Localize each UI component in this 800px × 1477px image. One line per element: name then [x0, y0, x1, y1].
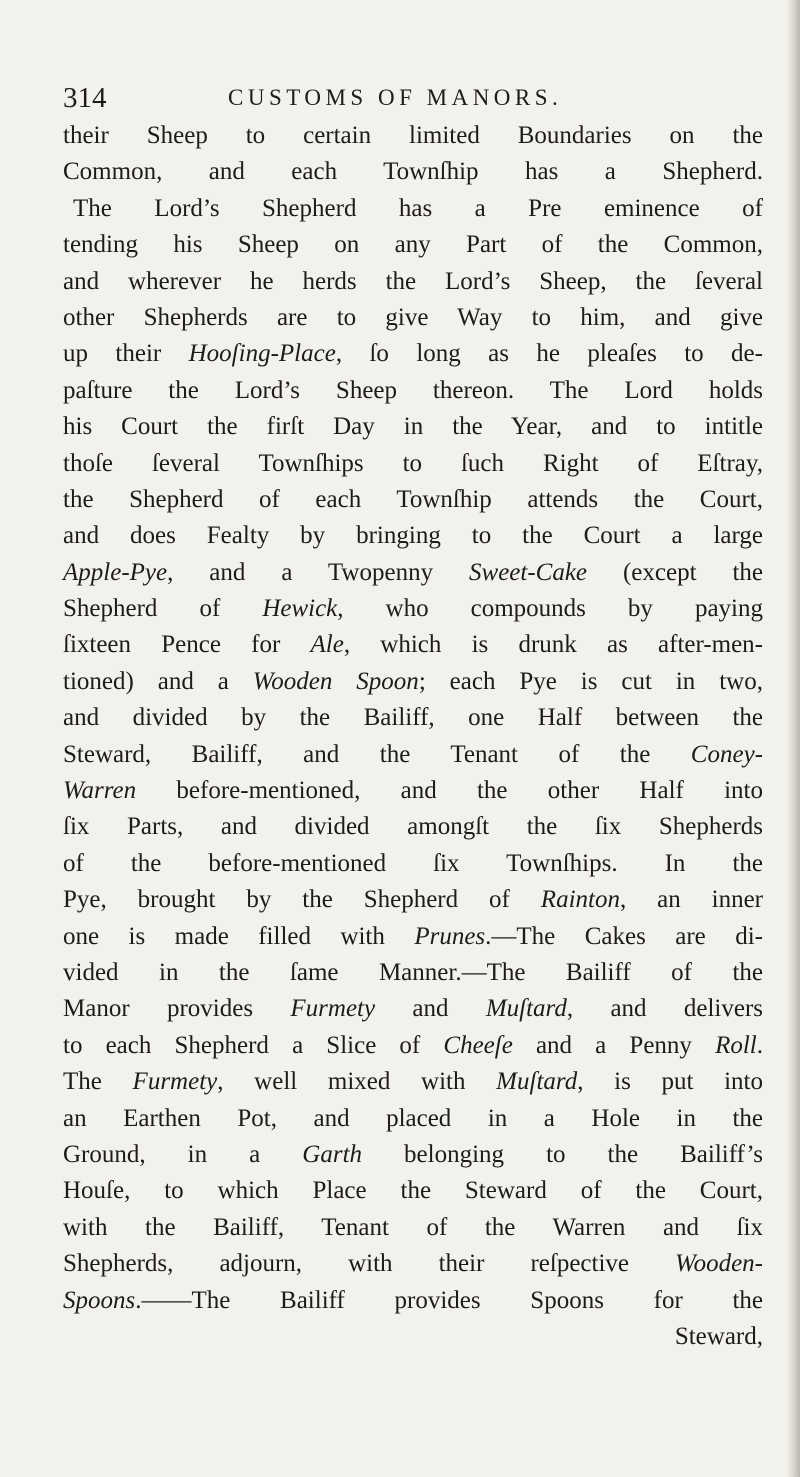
text-line	[63, 409, 763, 445]
text-run: .—The Cakes are di-	[485, 922, 763, 950]
text-run: , an inner	[619, 886, 764, 914]
text-line	[63, 773, 763, 809]
page-edge-shadow	[786, 0, 800, 1477]
running-head: CUSTOMS OF MANORS.	[228, 85, 563, 110]
text-line	[63, 227, 763, 263]
text-run: with the Bailiff, Tenant of the Warren and ſix	[63, 1213, 763, 1241]
text-line	[63, 1101, 763, 1137]
text-line	[63, 1137, 763, 1173]
text-run: , who compounds by paying	[337, 595, 764, 623]
text-run: tending his Sheep on any Part of the Common,	[63, 231, 763, 259]
text-run: , and delivers	[566, 995, 763, 1023]
text-line	[63, 1210, 763, 1246]
text-run: an Earthen Pot, and placed in a Hole in the	[63, 1104, 763, 1132]
italic-text: Muſtard	[485, 995, 567, 1023]
text-run: the Shepherd of each Townſhip attends the Court,	[63, 485, 763, 513]
text-line	[63, 555, 763, 591]
text-run: Shepherd of	[63, 595, 263, 623]
text-run: Pye, brought by the Shepherd of	[63, 886, 541, 914]
text-line	[63, 627, 763, 663]
italic-text: Cheeſe	[443, 1031, 513, 1059]
text-run: Steward, Bailiff, and the Tenant of the	[63, 740, 691, 768]
italic-text: Roll	[715, 1031, 757, 1059]
italic-text: Wooden Spoon	[252, 667, 419, 695]
italic-text: Ale	[310, 631, 344, 659]
text-run: tioned) and a	[63, 667, 253, 695]
text-run: , and a Twopenny	[167, 558, 470, 586]
text-line	[63, 518, 763, 554]
text-line	[63, 591, 763, 627]
text-line	[63, 737, 763, 773]
text-line	[63, 482, 763, 518]
text-line	[63, 846, 763, 882]
text-line	[63, 300, 763, 336]
italic-text: Spoons	[63, 1286, 136, 1314]
italic-text: Furmety	[290, 995, 376, 1023]
italic-text: Muſtard	[496, 1068, 578, 1096]
italic-text: Garth	[302, 1140, 363, 1168]
text-line	[63, 919, 763, 955]
text-run: and divided by the Bailiff, one Half between the	[63, 704, 763, 732]
italic-text: Prunes	[414, 922, 486, 950]
text-line	[63, 373, 763, 409]
text-run: ſix Parts, and divided amongſt the ſix Shepherds	[63, 813, 763, 841]
text-run: one is made filled with	[63, 922, 415, 950]
text-line	[63, 1246, 763, 1282]
italic-text: Rainton	[540, 886, 620, 914]
page-number: 314	[63, 82, 107, 114]
italic-text: Hooſing-Place	[188, 340, 336, 368]
text-run: Steward,	[674, 1322, 763, 1350]
italic-text: Wooden-	[675, 1250, 763, 1278]
text-run: The Lord’s Shepherd has a Pre eminence of	[73, 194, 763, 222]
text-run: Shepherds, adjourn, with their reſpective	[63, 1250, 676, 1278]
text-run: and a Penny	[512, 1031, 716, 1059]
italic-text: Sweet-Cake	[469, 558, 588, 586]
body-text	[63, 118, 763, 1355]
text-run: .——The Bailiff provides Spoons for the	[135, 1286, 763, 1314]
text-run: , which is drunk as after-men-	[343, 631, 764, 659]
text-run: vided in the ſame Manner.—The Bailiff of the	[63, 958, 763, 986]
text-line	[63, 118, 763, 154]
text-line	[63, 191, 763, 227]
text-run: ſixteen Pence for	[63, 631, 311, 659]
text-line	[63, 809, 763, 845]
text-run: and wherever he herds the Lord’s Sheep, the ſeveral	[63, 267, 763, 295]
text-run: Common, and each Townſhip has a Shepherd.	[63, 158, 763, 186]
text-run: Houſe, to which Place the Steward of the Court,	[63, 1177, 763, 1205]
text-line	[63, 446, 763, 482]
text-run: paſture the Lord’s Sheep thereon. The Lord holds	[63, 376, 763, 404]
text-line	[63, 664, 763, 700]
text-run: to each Shepherd a Slice of	[63, 1031, 444, 1059]
text-run: (except the	[587, 558, 763, 586]
text-run: thoſe ſeveral Townſhips to ſuch Right of Eſtray,	[63, 449, 763, 477]
text-run: their Sheep to certain limited Boundaries on the	[63, 122, 763, 149]
text-run: before-mentioned, and the other Half into	[136, 777, 763, 805]
text-line	[63, 991, 763, 1027]
text-run: ; each Pye is cut in two,	[418, 667, 763, 695]
italic-text: Apple-Pye	[63, 558, 168, 586]
text-run: Ground, in a	[63, 1140, 303, 1168]
text-run: .	[756, 1031, 763, 1059]
text-run: his Court the firſt Day in the Year, and to intitle	[63, 413, 763, 441]
text-run: , ſo long as he pleaſes to de-	[335, 340, 763, 368]
text-line	[63, 1028, 763, 1064]
text-line	[63, 955, 763, 991]
text-run: The	[63, 1068, 133, 1096]
text-line	[63, 264, 763, 300]
text-run: of the before-mentioned ſix Townſhips. In the	[63, 849, 763, 877]
text-run: , well mixed with	[217, 1068, 497, 1096]
italic-text: Hewick	[262, 595, 338, 623]
text-line	[63, 1173, 763, 1209]
text-line	[63, 700, 763, 736]
italic-text: Furmety	[132, 1068, 218, 1096]
text-run: and does Fealty by bringing to the Court a large	[63, 522, 763, 550]
italic-text: Warren	[63, 777, 137, 805]
text-run: up their	[63, 340, 189, 368]
text-run: other Shepherds are to give Way to him, and give	[63, 303, 763, 331]
text-line	[63, 336, 763, 372]
page-header	[63, 78, 723, 118]
text-run: , is put into	[577, 1068, 763, 1096]
text-run: belonging to the Bailiff’s	[362, 1140, 763, 1168]
italic-text: Coney-	[690, 740, 763, 768]
text-line	[63, 882, 763, 918]
text-line	[63, 1283, 763, 1319]
text-line	[63, 1319, 763, 1355]
text-line	[63, 1064, 763, 1100]
text-run: Manor provides	[63, 995, 291, 1023]
text-line	[63, 154, 763, 190]
text-run: and	[375, 995, 486, 1023]
